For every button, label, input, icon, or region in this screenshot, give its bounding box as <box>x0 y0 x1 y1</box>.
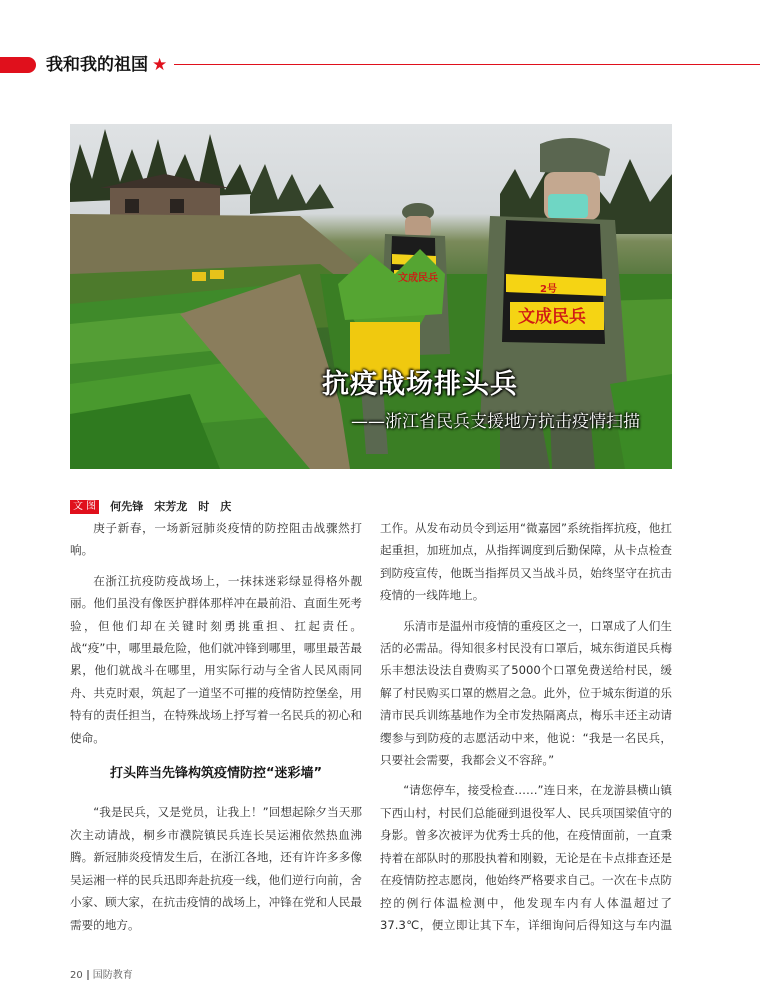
byline-tag: 文 图 <box>70 500 99 514</box>
page-number: 20 <box>70 970 83 981</box>
article-subheadline: ——浙江省民兵支援地方抗击疫情扫描 <box>351 412 640 432</box>
paragraph: “请您停车，接受检查……”连日来，在龙游县横山镇下西山村，村民们总能碰到退役军人、民兵项国梁值守的身影。曾多次被评为优秀士兵的他，在疫情面前，一直秉持着在部队时的那股执着和刚毅，无论是在卡点排查还是在疫情防控志愿岗，他始终严格要求自己。一次在卡点防控的例行体温检测中，他发现车内有人体温超过了37.3℃，便立即让其下车，详细询问后得知这与车内温 <box>380 783 672 932</box>
section-title: 我和我的祖国 <box>46 55 148 75</box>
paragraph: 乐清市是温州市疫情的重疫区之一，口罩成了人们生活的必需品。得知很多村民没有口罩后，城东街道民兵梅乐丰想法设法自费购买了5000个口罩免费送给村民，缓解了村民购买口罩的燃眉之急。此外，位于城东街道的乐清市民兵训练基地作为全市发热隔离点，梅乐丰还主动请缨参与到防疫的志愿活动中来，他说：“我是一名民兵，只要社会需要，我都会义不容辞。” <box>380 618 672 768</box>
byline <box>70 500 231 514</box>
paragraph: 在浙江抗疫防疫战场上，一抹抹迷彩绿显得格外靓丽。他们虽没有像医护群体那样冲在最前沿、直面生死考验，但他们却在关键时刻勇挑重担、扛起责任。战“疫”中，哪里最危险，他们就冲锋到哪里，哪里最苦最累，他们就战斗在哪里，用实际行动与全省人民风雨同舟、共克时艰，筑起了一道坚不可摧的疫情防控堡垒，用特有的责任担当，在特殊战场上抒写着一名民兵的初心和使命。 <box>70 573 362 745</box>
vest-number: 2号 <box>540 284 557 295</box>
section-red-tab <box>0 57 36 73</box>
hero-photo <box>70 124 672 469</box>
right-column <box>380 517 672 937</box>
page-footer <box>70 966 133 981</box>
section-heading: 打头阵当先锋构筑疫情防控“迷彩墙” <box>109 766 323 782</box>
byline-authors: 何先锋 宋芳龙 时 庆 <box>110 500 232 513</box>
vest-text-1: 文成民兵 <box>398 273 438 284</box>
section-header <box>0 54 760 76</box>
paragraph <box>70 936 362 937</box>
section-rule <box>174 64 760 65</box>
magazine-name: 国防教育 <box>92 970 133 981</box>
vest-text-2: 文成民兵 <box>518 307 586 327</box>
paragraph: “我是民兵，又是党员，让我上！”回想起除夕当天那次主动请战，桐乡市濮院镇民兵连长吴运湘依然热血沸腾。新冠肺炎疫情发生后，在浙江各地，还有许许多多像吴运湘一样的民兵迅即奔赴抗疫一线，他们逆行向前，舍小家、顾大家，在抗击疫情的战场上，冲锋在党和人民最需要的地方。 <box>70 805 362 932</box>
paragraph: 工作。从发布动员令到运用“微嘉园”系统指挥抗疫，他扛起重担，加班加点，从指挥调度到后勤保障，从卡点检查到防疫宣传，他既当指挥员又当战斗员，始终坚守在抗击疫情的一线阵地上。 <box>380 521 672 603</box>
left-column <box>70 517 362 937</box>
star-icon: ★ <box>152 55 168 75</box>
article-headline: 抗疫战场排头兵 <box>322 369 518 400</box>
footer-divider <box>87 970 89 980</box>
paragraph: 庚子新春，一场新冠肺炎疫情的防控阻击战骤然打响。 <box>70 521 362 558</box>
